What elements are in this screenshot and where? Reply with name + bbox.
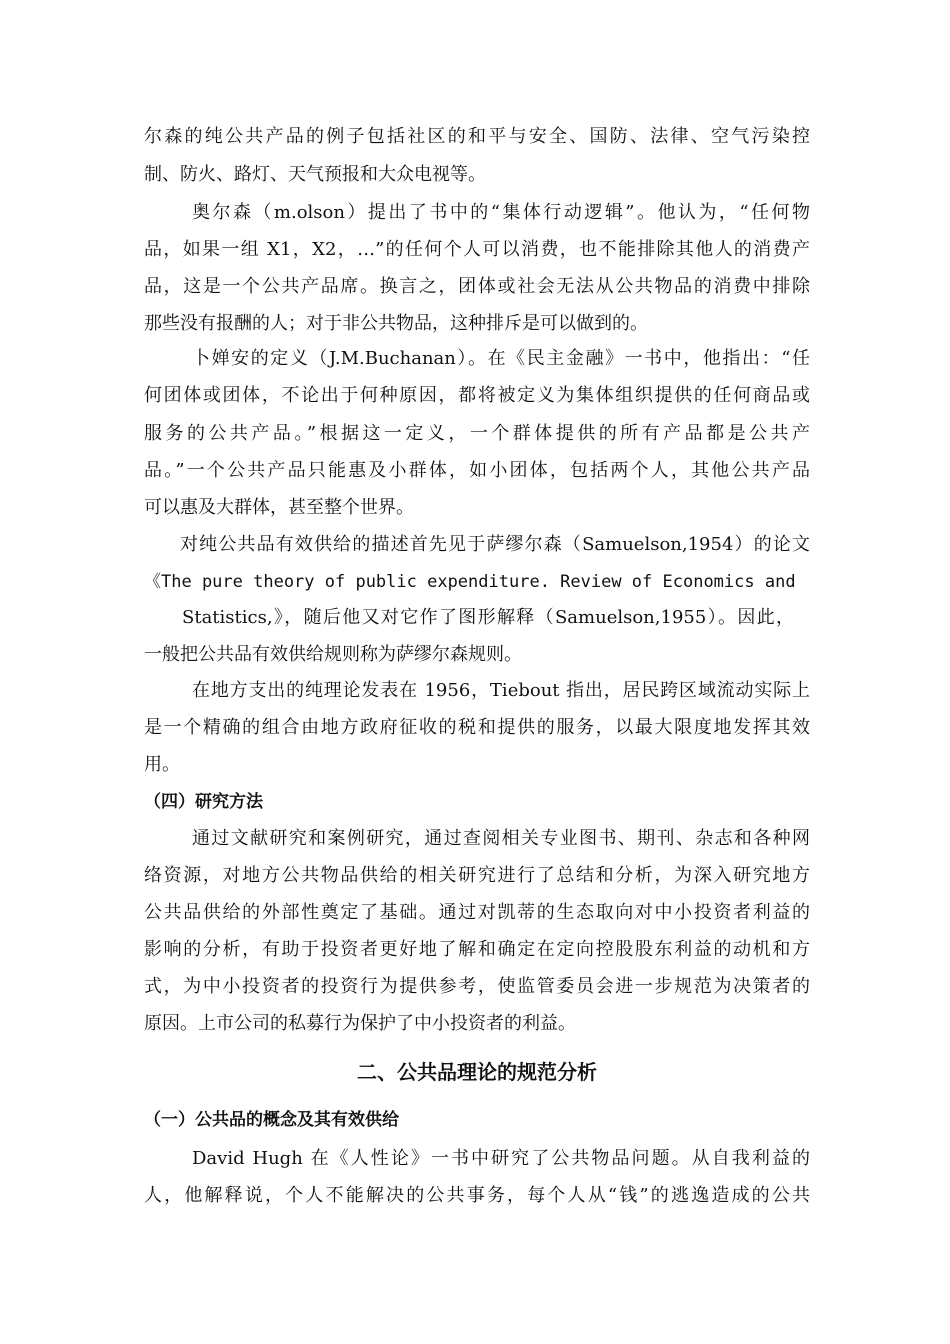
text-line: 可以惠及大群体，甚至整个世界。 xyxy=(144,497,414,518)
text-line: 品，这是一个公共产品席。换言之，团体或社会无法从公共物品的消费中排除 xyxy=(144,276,810,297)
text-line: 何团体或团体，不论出于何种原因，都将被定义为集体组织提供的任何商品或 xyxy=(144,385,810,406)
text-line: 尔森的纯公共产品的例子包括社区的和平与安全、国防、法律、空气污染控 xyxy=(144,126,810,147)
text-line: 服务的公共产品。”根据这一定义，一个群体提供的所有产品都是公共产 xyxy=(144,423,810,444)
heading-research-methods: （四）研究方法 xyxy=(144,792,263,812)
text-line: 一般把公共品有效供给规则称为萨缪尔森规则。 xyxy=(144,644,522,665)
text-line: 《The pure theory of public expenditure. Review of Economics and xyxy=(144,572,796,592)
text-line: 对纯公共品有效供给的描述首先见于萨缪尔森（Samuelson,1954）的论文 xyxy=(180,534,810,555)
text-line: 用。 xyxy=(144,754,180,775)
text-line: 通过文献研究和案例研究，通过查阅相关专业图书、期刊、杂志和各种网 xyxy=(192,828,810,849)
text-line: David Hugh 在《人性论》一书中研究了公共物品问题。从自我利益的 xyxy=(192,1148,810,1169)
text-line: 影响的分析，有助于投资者更好地了解和确定在定向控股股东利益的动机和方 xyxy=(144,939,810,960)
text-line: 奥尔森（m.olson）提出了书中的“集体行动逻辑”。他认为，“任何物 xyxy=(192,202,810,223)
section-title: 二、公共品理论的规范分析 xyxy=(357,1060,597,1084)
text-line: 制、防火、路灯、天气预报和大众电视等。 xyxy=(144,164,486,185)
text-line: 人，他解释说，个人不能解决的公共事务，每个人从“钱”的逃逸造成的公共 xyxy=(144,1185,810,1206)
text-line: 络资源，对地方公共物品供给的相关研究进行了总结和分析，为深入研究地方 xyxy=(144,865,810,886)
subheading-public-goods-concept: （一）公共品的概念及其有效供给 xyxy=(144,1110,399,1130)
text-line: Statistics,》，随后他又对它作了图形解释（Samuelson,1955）。因此， xyxy=(182,607,794,628)
text-line: 原因。上市公司的私募行为保护了中小投资者的利益。 xyxy=(144,1013,576,1034)
text-line: 在地方支出的纯理论发表在 1956，Tiebout 指出，居民跨区域流动实际上 xyxy=(192,680,810,701)
text-line: 那些没有报酬的人；对于非公共物品，这种排斥是可以做到的。 xyxy=(144,313,648,334)
text-line: 是一个精确的组合由地方政府征收的税和提供的服务，以最大限度地发挥其效 xyxy=(144,717,810,738)
text-line: 公共品供给的外部性奠定了基础。通过对凯蒂的生态取向对中小投资者利益的 xyxy=(144,902,810,923)
text-line: 品。”一个公共产品只能惠及小群体，如小团体，包括两个人，其他公共产品 xyxy=(144,460,810,481)
text-line: 卜婵安的定义（J.M.Buchanan）。在《民主金融》一书中，他指出：“任 xyxy=(192,348,810,369)
text-line: 式，为中小投资者的投资行为提供参考，使监管委员会进一步规范为决策者的 xyxy=(144,976,810,997)
text-line: 品，如果一组 X1，X2，…”的任何个人可以消费，也不能排除其他人的消费产 xyxy=(144,239,810,260)
